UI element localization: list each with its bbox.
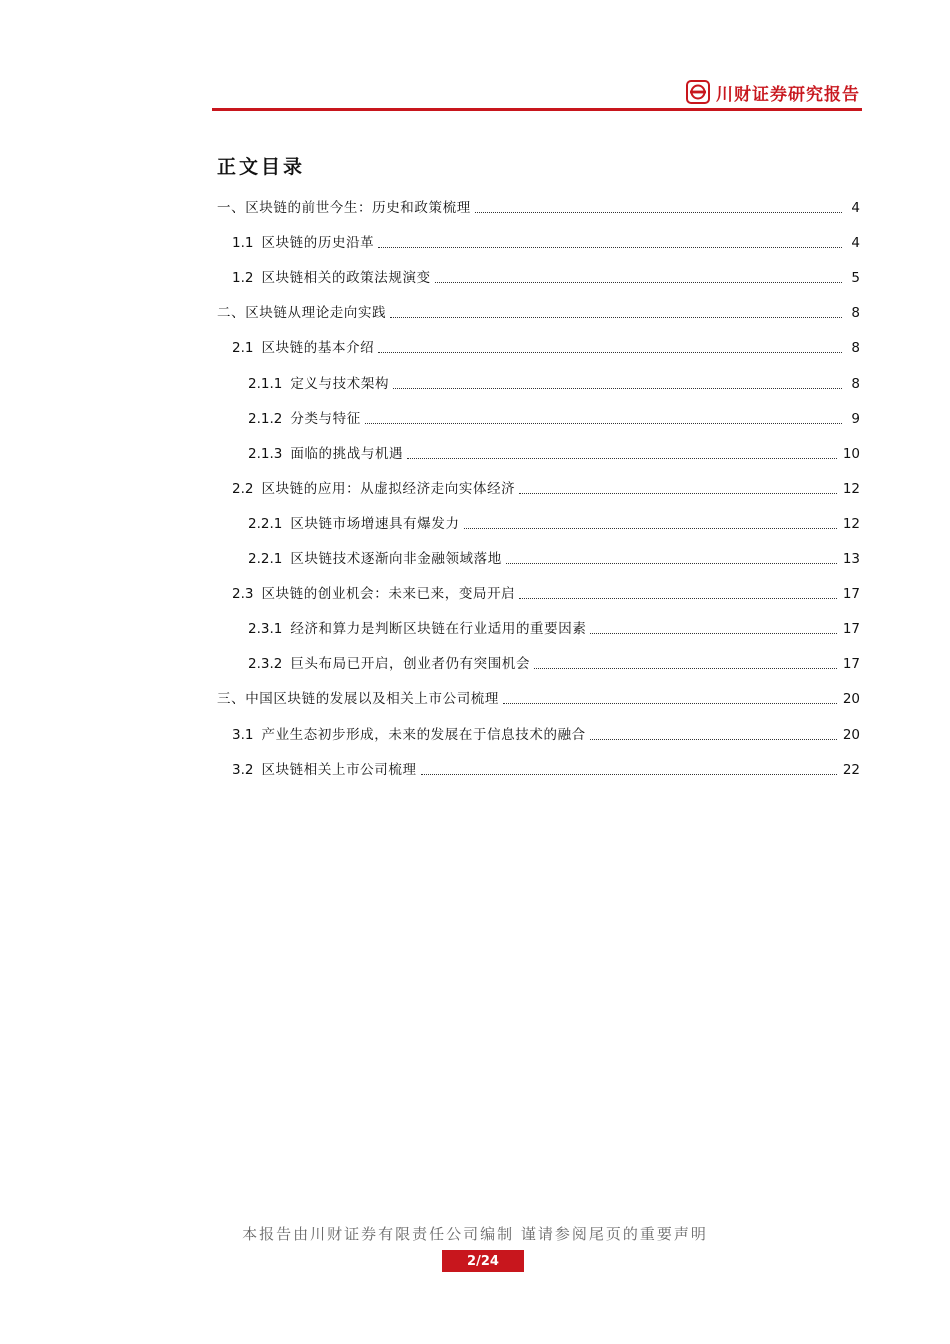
toc-entry-number: 2.1.1 [248, 375, 283, 392]
chuancai-logo-icon [686, 80, 710, 104]
toc-entry-label: 区块链技术逐渐向非金融领域落地 [290, 551, 502, 567]
toc-entry-page: 17 [842, 656, 860, 673]
toc-entry[interactable] [248, 511, 860, 533]
toc-entry-page: 13 [842, 551, 860, 567]
toc-entry-title [248, 655, 530, 673]
toc-entry-title [232, 585, 515, 603]
toc-entry-label: 定义与技术架构 [290, 375, 390, 392]
toc-entry-page: 22 [842, 761, 860, 778]
footer-disclaimer: 本报告由川财证券有限责任公司编制 谨请参阅尾页的重要声明 [242, 1225, 708, 1243]
toc-entry-number: 3.2 [232, 761, 254, 778]
toc-entry-page: 8 [851, 305, 860, 322]
toc-entry[interactable] [232, 757, 860, 779]
toc-entry[interactable] [248, 546, 860, 568]
toc-entry[interactable] [232, 476, 860, 498]
toc-entry-title [217, 690, 499, 708]
toc-entry[interactable] [217, 686, 860, 708]
toc-entry[interactable] [232, 230, 860, 252]
toc-dot-leader [365, 423, 842, 424]
toc-entry-label: 区块链相关的政策法规演变 [261, 270, 431, 287]
report-header [212, 76, 862, 111]
toc-entry[interactable] [248, 651, 860, 673]
toc-entry-page: 20 [842, 726, 860, 743]
toc-entry-page: 20 [842, 691, 860, 708]
toc-entry-label: 区块链市场增速具有爆发力 [290, 515, 460, 532]
toc-entry-number: 2.3.2 [248, 656, 283, 673]
toc-entry-label: 三、中国区块链的发展以及相关上市公司梳理 [217, 691, 499, 708]
toc-entry-number: 2.3 [232, 586, 254, 603]
toc-title: 正文目录 [217, 156, 306, 178]
toc-entry-title [248, 445, 403, 463]
toc-entry-number: 2.1.2 [248, 410, 283, 427]
toc-dot-leader [407, 458, 837, 459]
toc-entry-label: 区块链的应用：从虚拟经济走向实体经济 [261, 480, 516, 497]
toc-entry-page: 10 [842, 445, 860, 462]
toc-entry-label: 一、区块链的前世今生：历史和政策梳理 [217, 200, 471, 216]
toc-entry-page: 8 [851, 340, 860, 357]
toc-entry-number: 2.2.1 [248, 515, 283, 532]
toc-entry-title [248, 620, 586, 638]
toc-entry-page: 17 [842, 621, 860, 638]
toc-dot-leader [421, 774, 837, 775]
toc-entry-number: 1.2 [232, 270, 254, 287]
toc-entry-title [232, 761, 417, 779]
toc-entry[interactable] [232, 335, 860, 357]
toc-dot-leader [464, 528, 837, 529]
toc-entry[interactable] [248, 371, 860, 393]
toc-entry-page: 8 [851, 375, 860, 392]
toc-entry-page: 5 [851, 270, 860, 287]
toc-entry-title [232, 480, 515, 498]
toc-dot-leader [378, 352, 842, 353]
toc-entry-number: 2.3.1 [248, 621, 283, 638]
toc-entry-label: 区块链相关上市公司梳理 [261, 761, 417, 778]
toc-entry-label: 面临的挑战与机遇 [290, 445, 404, 462]
toc-entry[interactable] [232, 265, 860, 287]
toc-entry-label: 产业生态初步形成，未来的发展在于信息技术的融合 [261, 726, 586, 743]
toc-dot-leader [506, 563, 837, 564]
toc-entry-label: 二、区块链从理论走向实践 [217, 305, 387, 322]
toc-dot-leader [393, 388, 842, 389]
toc-entry-number: 2.1 [232, 340, 254, 357]
toc-entry-page: 4 [851, 235, 860, 252]
toc-dot-leader [503, 703, 837, 704]
toc-entry[interactable] [248, 406, 860, 428]
toc-entry-page: 4 [851, 200, 860, 216]
page-indicator: 2/24 [442, 1250, 524, 1272]
toc-entry[interactable] [232, 581, 860, 603]
toc-dot-leader [378, 247, 842, 248]
toc-dot-leader [519, 598, 837, 599]
toc-entry[interactable] [217, 300, 860, 322]
toc-entry-number: 2.1.3 [248, 445, 283, 462]
toc-entry-label: 巨头布局已开启，创业者仍有突围机会 [290, 656, 531, 673]
toc-dot-leader [534, 668, 837, 669]
toc-entry-label: 经济和算力是判断区块链在行业适用的重要因素 [290, 621, 587, 638]
toc-dot-leader [390, 317, 842, 318]
toc-entry-page: 9 [851, 410, 860, 427]
toc-entry[interactable] [217, 195, 860, 217]
toc-entry-title [232, 269, 431, 287]
toc-entry-title [248, 410, 361, 428]
toc-entry-page: 17 [842, 586, 860, 603]
toc-entry-title [232, 234, 374, 252]
toc-entry[interactable] [248, 441, 860, 463]
brand-name: 川财证券研究报告 [716, 84, 860, 105]
toc-entry-number: 2.2 [232, 480, 254, 497]
toc-entry-title [217, 199, 471, 217]
toc-entry-title [217, 304, 386, 322]
toc-entry-label: 区块链的历史沿革 [261, 235, 375, 252]
toc-entry-number: 2.2.1 [248, 551, 283, 567]
toc-entry-label: 区块链的基本介绍 [261, 340, 375, 357]
toc-entry-title [248, 375, 389, 393]
toc-entry-label: 区块链的创业机会：未来已来，变局开启 [261, 586, 516, 603]
toc-dot-leader [475, 212, 842, 213]
toc-entry-title [232, 339, 374, 357]
toc-entry-label: 分类与特征 [290, 410, 361, 427]
toc-dot-leader [519, 493, 837, 494]
toc-entry-number: 1.1 [232, 235, 254, 252]
toc-entry-number: 3.1 [232, 726, 254, 743]
toc-dot-leader [590, 739, 837, 740]
brand [686, 79, 860, 105]
toc-dot-leader [590, 633, 836, 634]
toc-entry-title [248, 550, 502, 568]
toc-entry-page: 12 [842, 515, 860, 532]
toc-entry-title [248, 515, 460, 533]
toc-entry-title [232, 726, 586, 744]
toc-dot-leader [435, 282, 842, 283]
toc-entry[interactable] [232, 722, 860, 744]
toc-entry-page: 12 [842, 480, 860, 497]
toc-entry[interactable] [248, 616, 860, 638]
